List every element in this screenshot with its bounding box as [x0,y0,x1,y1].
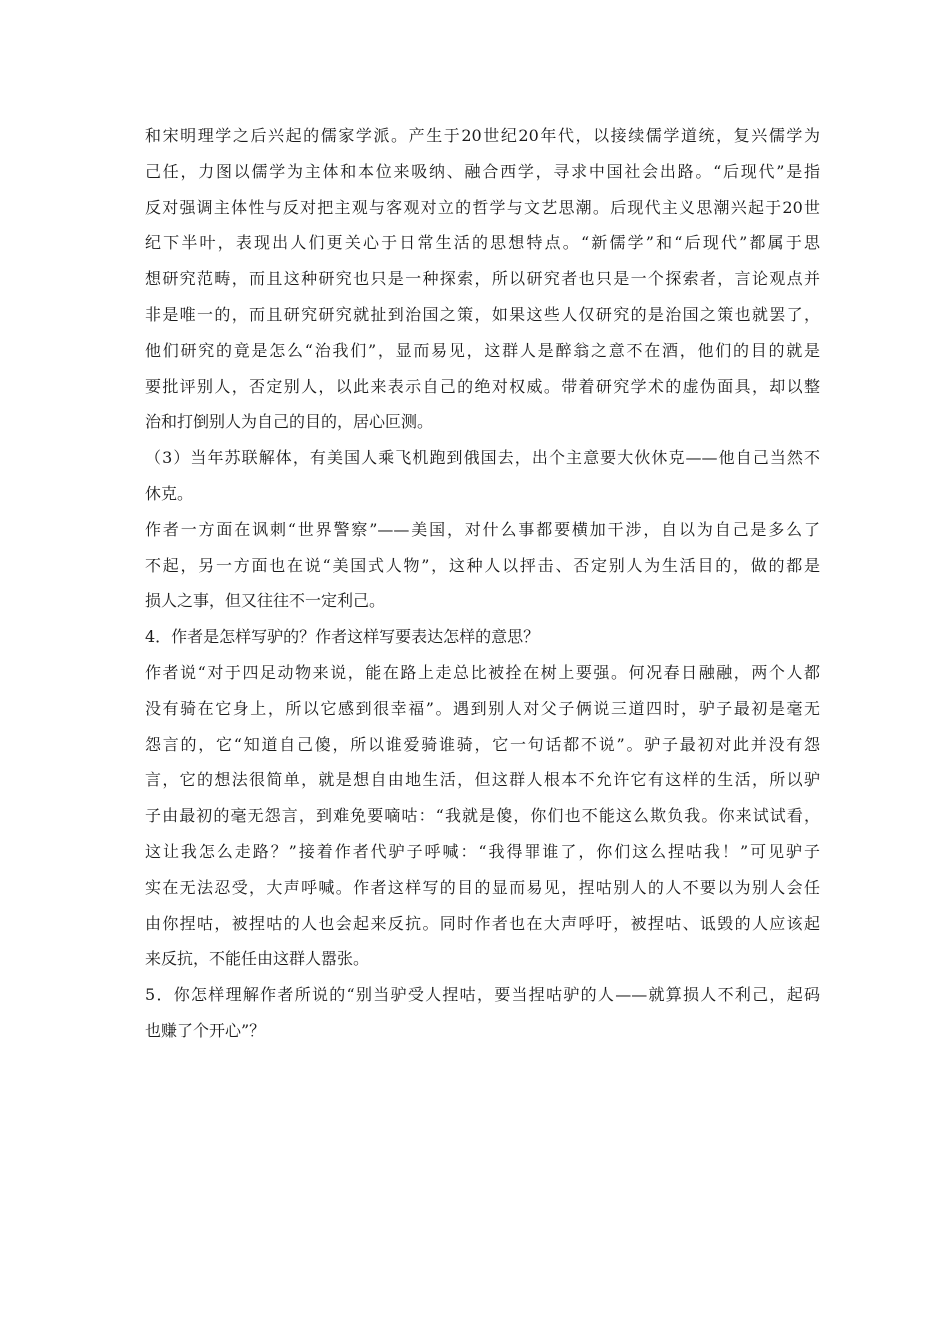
answer-paragraph [145,512,820,619]
text-line: 4．作者是怎样写驴的？作者这样写要表达怎样的意思？ [145,627,540,647]
text-line: 损人之事，但又往往不一定利己。 [145,591,386,611]
document-body [145,118,820,1049]
text-line: 言，它的想法很简单，就是想自由地生活，但这群人根本不允许它有这样的生活，所以驴 [145,770,820,790]
paragraph [145,118,820,440]
text-line: 子由最初的毫无怨言，到难免要嘀咕：“我就是傻，你们也不能这么欺负我。你来试试看， [145,806,820,826]
text-line: 这让我怎么走路？”接着作者代驴子呼喊：“我得罪谁了，你们这么捏咕我！”可见驴子 [145,841,820,861]
text-line: 实在无法忍受，大声呼喊。作者这样写的目的显而易见，捏咕别人的人不要以为别人会任 [145,877,820,897]
text-line: 要批评别人，否定别人，以此来表示自己的绝对权威。带着研究学术的虚伪面具，却以整 [145,376,820,396]
text-line: 反对强调主体性与反对把主观与客观对立的哲学与文艺思潮。后现代主义思潮兴起于20世 [145,197,820,217]
answer-paragraph [145,655,820,977]
question-item [145,619,820,655]
text-line: 休克。 [145,483,194,503]
text-line: 他们研究的竟是怎么“治我们”，显而易见，这群人是醉翁之意不在酒，他们的目的就是 [145,340,820,360]
text-line: 来反抗，不能任由这群人嚣张。 [145,949,370,969]
text-line: 怨言的，它“知道自己傻，所以谁爱骑谁骑，它一句话都不说”。驴子最初对此并没有怨 [145,734,820,754]
text-line: 不起，另一方面也在说“美国式人物”，这种人以抨击、否定别人为生活目的，做的都是 [145,555,820,575]
text-line: 5．你怎样理解作者所说的“别当驴受人捏咕，要当捏咕驴的人——就算损人不利己，起码 [145,985,820,1005]
text-line: 非是唯一的，而且研究研究就扯到治国之策，如果这些人仅研究的是治国之策也就罢了， [145,304,820,324]
question-item [145,977,820,1049]
text-line: 己任，力图以儒学为主体和本位来吸纳、融合西学，寻求中国社会出路。“后现代”是指 [145,161,820,181]
text-line: （3）当年苏联解体，有美国人乘飞机跑到俄国去，出个主意要大伙休克——他自己当然不 [145,448,820,468]
quoted-item [145,440,820,512]
text-line: 由你捏咕，被捏咕的人也会起来反抗。同时作者也在大声呼吁，被捏咕、诋毁的人应该起 [145,913,820,933]
text-line: 和宋明理学之后兴起的儒家学派。产生于20世纪20年代，以接续儒学道统，复兴儒学为 [145,126,820,145]
text-line: 纪下半叶，表现出人们更关心于日常生活的思想特点。“新儒学”和“后现代”都属于思 [145,233,820,253]
text-line: 想研究范畴，而且这种研究也只是一种探索，所以研究者也只是一个探索者，言论观点并 [145,269,820,289]
text-line: 作者说“对于四足动物来说，能在路上走总比被拴在树上要强。何况春日融融，两个人都 [145,662,820,682]
text-line: 作者一方面在讽刺“世界警察”——美国，对什么事都要横加干涉，自以为自己是多么了 [145,519,820,539]
text-line: 治和打倒别人为自己的目的，居心叵测。 [145,412,434,432]
text-line: 也赚了个开心”？ [145,1020,266,1040]
text-line: 没有骑在它身上，所以它感到很幸福”。遇到别人对父子俩说三道四时，驴子最初是毫无 [145,698,820,718]
